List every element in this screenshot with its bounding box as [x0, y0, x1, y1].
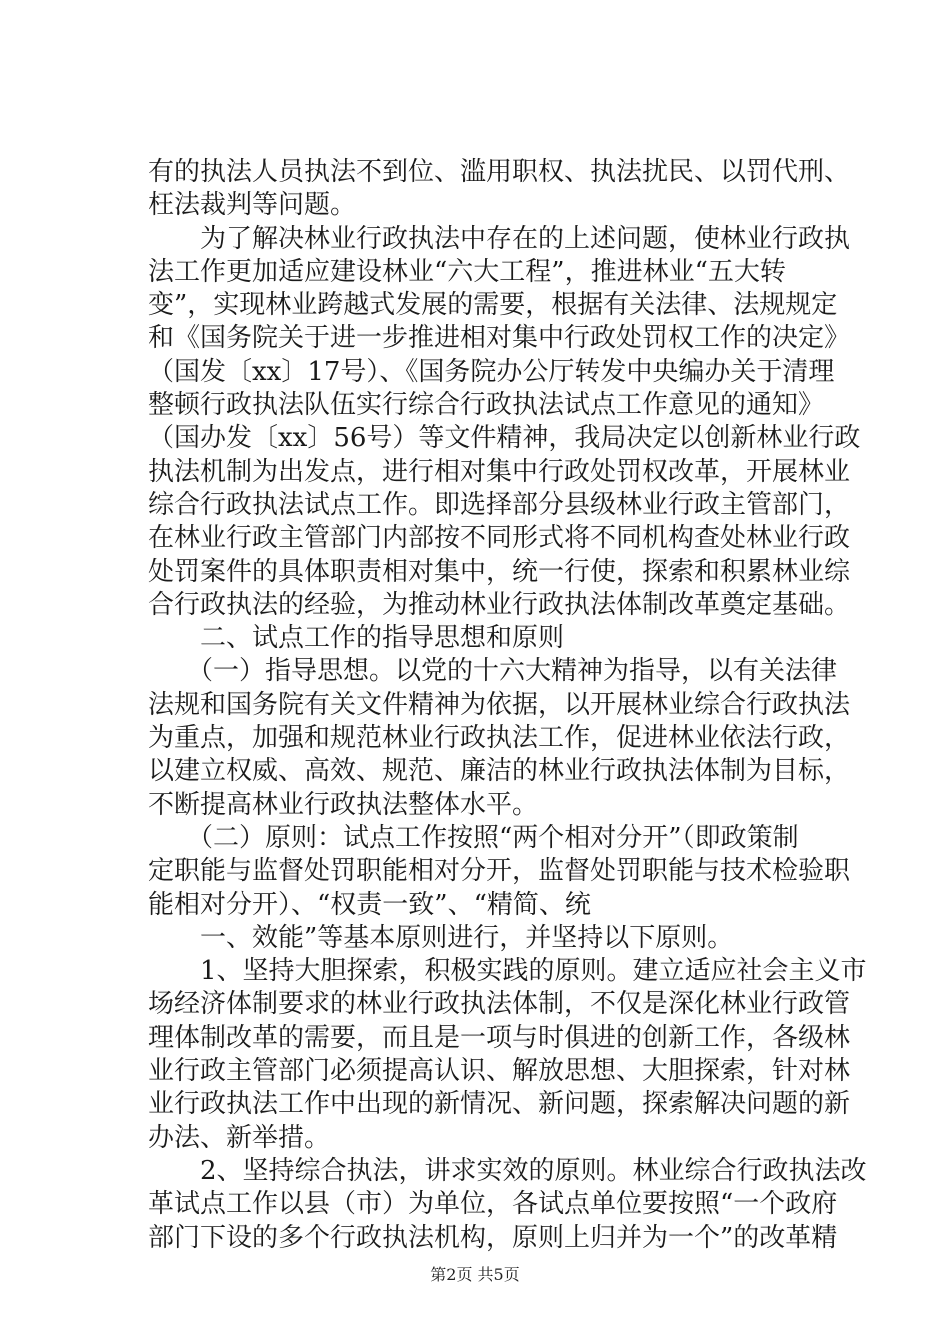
text-line: （二）原则：试点工作按照“两个相对分开”（即政策制 [148, 822, 799, 853]
text-line: （国办发〔xx〕56号）等文件精神，我局决定以创新林业行政 [148, 423, 861, 454]
text-line: 为重点，加强和规范林业行政执法工作，促进林业依法行政， [148, 723, 851, 754]
text-line: 以建立权威、高效、规范、廉洁的林业行政执法体制为目标， [148, 756, 851, 787]
text-line: 部门下设的多个行政执法机构，原则上归并为一个”的改革精 [148, 1222, 838, 1253]
text-line: 枉法裁判等问题。 [148, 190, 357, 221]
text-line: 在林业行政主管部门内部按不同形式将不同机构查处林业行政 [148, 523, 851, 554]
text-line: 处罚案件的具体职责相对集中，统一行使，探索和积累林业综 [148, 556, 851, 587]
text-line: 合行政执法的经验，为推动林业行政执法体制改革奠定基础。 [148, 589, 851, 620]
text-line: 能相对分开）、“权责一致”、“精简、统 [148, 889, 591, 920]
text-line: 办法、新举措。 [148, 1122, 331, 1153]
text-line: 2、坚持综合执法，讲求实效的原则。林业综合行政执法改 [148, 1155, 867, 1186]
text-line: （一）指导思想。以党的十六大精神为指导，以有关法律 [148, 656, 838, 687]
body-text [148, 156, 867, 1255]
text-line: 整顿行政执法队伍实行综合行政执法试点工作意见的通知》 [148, 390, 825, 421]
text-line: 理体制改革的需要，而且是一项与时俱进的创新工作，各级林 [148, 1022, 851, 1053]
text-line: 和《国务院关于进一步推进相对集中行政处罚权工作的决定》 [148, 323, 851, 354]
text-line: 法规和国务院有关文件精神为依据，以开展林业综合行政执法 [148, 689, 851, 720]
text-line: 法工作更加适应建设林业“六大工程”，推进林业“五大转 [148, 256, 786, 287]
text-line: 一、效能”等基本原则进行，并坚持以下原则。 [148, 922, 734, 953]
text-line: 综合行政执法试点工作。即选择部分县级林业行政主管部门， [148, 489, 851, 520]
text-line: 革试点工作以县（市）为单位，各试点单位要按照“一个政府 [148, 1189, 838, 1220]
page-number-footer: 第2页 共5页 [430, 1265, 520, 1284]
text-line: 1、坚持大胆探索，积极实践的原则。建立适应社会主义市 [148, 956, 867, 987]
text-line: 为了解决林业行政执法中存在的上述问题，使林业行政执 [148, 223, 851, 254]
text-line: 业行政主管部门必须提高认识、解放思想、大胆探索，针对林 [148, 1056, 851, 1087]
text-line: 有的执法人员执法不到位、滥用职权、执法扰民、以罚代刑、 [148, 157, 851, 187]
text-line: （国发〔xx〕17号）、《国务院办公厅转发中央编办关于清理 [148, 356, 835, 387]
section-heading: 二、试点工作的指导思想和原则 [148, 623, 565, 654]
text-line: 执法机制为出发点，进行相对集中行政处罚权改革，开展林业 [148, 456, 851, 487]
text-line: 不断提高林业行政执法整体水平。 [148, 789, 539, 820]
text-line: 定职能与监督处罚职能相对分开，监督处罚职能与技术检验职 [148, 856, 851, 887]
text-line: 变”，实现林业跨越式发展的需要，根据有关法律、法规规定 [148, 290, 838, 321]
text-line: 场经济体制要求的林业行政执法体制，不仅是深化林业行政管 [148, 989, 851, 1020]
text-line: 业行政执法工作中出现的新情况、新问题，探索解决问题的新 [148, 1089, 851, 1120]
